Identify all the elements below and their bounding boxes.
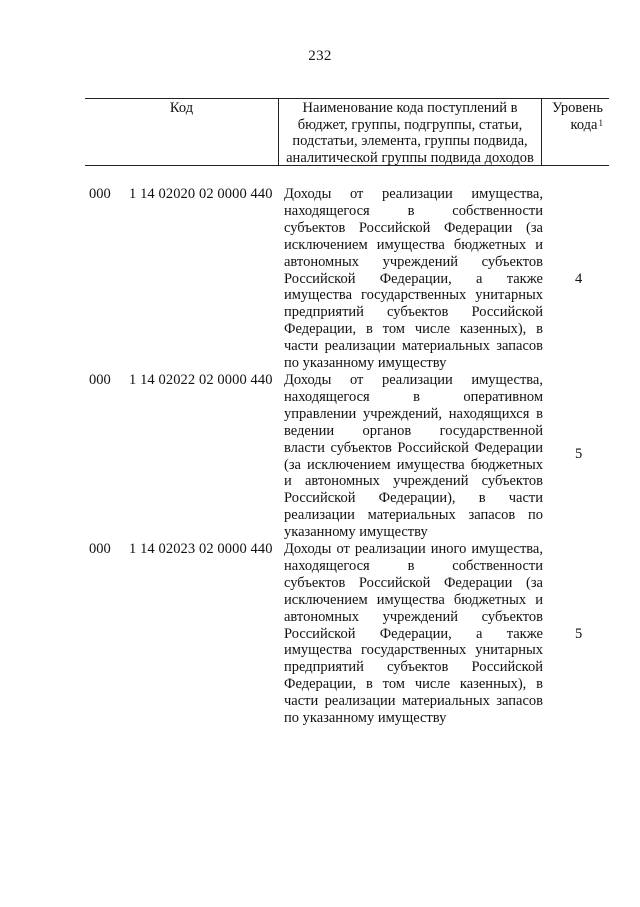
- income-code: 1 14 02020 02 0000 440: [129, 186, 273, 202]
- description-line: имущества государственных унитарных: [284, 642, 543, 659]
- description-line: Доходы от реализации имущества,: [284, 372, 543, 388]
- description-line: Федерации, в том числе казенных), в: [284, 321, 543, 338]
- income-description: [284, 186, 543, 372]
- description-line: Федерации, в том числе казенных), в: [284, 676, 543, 693]
- description-line: Российской Федерации, а также: [284, 270, 543, 287]
- header-code: Код: [85, 99, 279, 165]
- description-line: реализации материальных запасов по: [284, 507, 543, 524]
- description-line: автономных учреждений субъектов: [284, 253, 543, 270]
- description-line: части реализации материальных запасов: [284, 693, 543, 710]
- page-number: 232: [308, 48, 332, 64]
- admin-code: 000: [89, 372, 111, 388]
- description-line: и автономных учреждений субъектов: [284, 473, 543, 490]
- income-code: 1 14 02022 02 0000 440: [129, 372, 273, 388]
- description-line: Российской Федерации), в части: [284, 490, 543, 507]
- description-line: исключением имущества бюджетных и: [284, 236, 543, 253]
- description-line: находящегося в собственности: [284, 557, 543, 574]
- description-line: исключением имущества бюджетных и: [284, 591, 543, 608]
- description-line: по указанному имуществу: [284, 710, 447, 727]
- header-level-line2: [542, 117, 603, 134]
- header-name-line: аналитической группы подвида доходов: [286, 149, 534, 166]
- header-level-text: кода: [570, 116, 598, 133]
- description-line: предприятий субъектов Российской: [284, 304, 543, 321]
- income-description: [284, 372, 543, 541]
- header-level: [542, 99, 609, 165]
- admin-code: 000: [89, 186, 111, 202]
- description-line: ведении органов государственной: [284, 422, 543, 439]
- description-line: автономных учреждений субъектов: [284, 608, 543, 625]
- description-line: находящегося в собственности: [284, 202, 543, 219]
- description-line: субъектов Российской Федерации (за: [284, 574, 543, 591]
- header-name-line: подстатьи, элемента, группы подвида,: [292, 133, 528, 149]
- description-line: (за исключением имущества бюджетных: [284, 456, 543, 473]
- description-line: власти субъектов Российской Федерации: [284, 439, 543, 456]
- code-level: 4: [575, 271, 583, 287]
- description-line: Российской Федерации, а также: [284, 625, 543, 642]
- code-level: 5: [575, 626, 583, 642]
- admin-code: 000: [89, 541, 111, 557]
- description-line: указанному имуществу: [284, 524, 428, 541]
- header-name-line: Наименование кода поступлений в: [302, 100, 518, 116]
- income-code: 1 14 02023 02 0000 440: [129, 541, 273, 557]
- description-line: управлении учреждений, находящихся в: [284, 405, 543, 422]
- description-line: Доходы от реализации иного имущества,: [284, 541, 543, 557]
- header-name-line: бюджет, группы, подгруппы, статьи,: [297, 116, 523, 133]
- header-name: [279, 99, 542, 165]
- description-line: субъектов Российской Федерации (за: [284, 219, 543, 236]
- income-description: [284, 541, 543, 727]
- footnote-marker: 1: [598, 117, 603, 128]
- description-line: имущества государственных унитарных: [284, 287, 543, 304]
- table-header: [85, 98, 609, 166]
- header-level-line1: Уровень: [551, 100, 603, 116]
- description-line: предприятий субъектов Российской: [284, 659, 543, 676]
- description-line: части реализации материальных запасов: [284, 338, 543, 355]
- description-line: Доходы от реализации имущества,: [284, 186, 543, 202]
- description-line: по указанному имуществу: [284, 355, 447, 372]
- code-level: 5: [575, 446, 583, 462]
- description-line: находящегося в оперативном: [284, 388, 543, 405]
